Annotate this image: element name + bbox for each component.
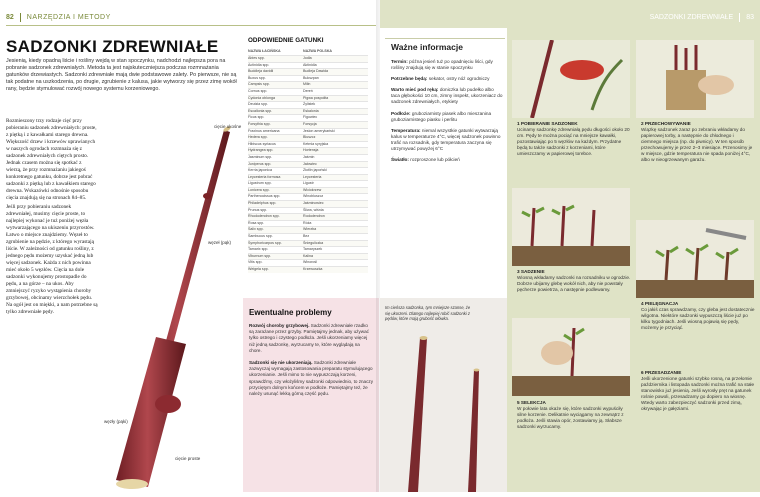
species-row	[248, 108, 368, 115]
col-latin: NAZWA ŁACIŃSKA	[248, 49, 281, 53]
species-polish: Leycesteria	[303, 174, 322, 179]
problems-box	[243, 298, 379, 492]
col-polish: NAZWA POLSKA	[303, 49, 333, 53]
header-divider	[20, 13, 21, 22]
species-polish: Śliwa, wiśnia	[303, 207, 324, 212]
species-row	[248, 147, 368, 154]
info-text: późna jesień tuż po opadnięciu liści, gdy rośliny znajdują się w stanie spoczynku	[391, 59, 493, 71]
species-latin: Ligustrum spp.	[248, 181, 272, 186]
step-4-photo	[636, 220, 754, 298]
step-2-photo	[636, 40, 754, 118]
step-3-text: Wiosną wkładamy sadzonki na rozsadniku w ogrodzie. Dobrze ubijamy glebę wokół nich, aby nie powstały pęcherze powietrza, a następnie podlewamy.	[517, 275, 631, 292]
species-row	[248, 200, 368, 207]
info-rule	[385, 38, 505, 39]
problem-fungal-title: Rozwój choroby grzybowej.	[249, 323, 310, 328]
species-polish: Żylistek	[303, 102, 316, 107]
info-title: Ważne informacje	[391, 42, 463, 52]
info-label: Termin:	[391, 59, 408, 64]
species-latin: Jasminum spp.	[248, 154, 273, 159]
cutting-illustration	[96, 112, 246, 492]
species-latin: Rosa spp.	[248, 220, 265, 225]
species-row	[248, 246, 368, 253]
step-1-photo	[512, 40, 630, 118]
step-5	[517, 400, 631, 430]
species-latin: Hedera spp.	[248, 135, 268, 140]
species-polish: Śnieguliczka	[303, 240, 324, 245]
species-latin: Viburnum spp.	[248, 253, 272, 258]
species-row	[248, 101, 368, 108]
species-polish: Rododendron	[303, 214, 325, 219]
species-polish: Jesion amerykański	[303, 128, 335, 133]
species-polish: Tamaryszek	[303, 247, 323, 252]
species-latin: Forsythia spp.	[248, 121, 271, 126]
species-polish: Milin	[303, 82, 311, 87]
article-title: SADZONKI ZDREWNIAŁE	[6, 37, 219, 56]
body-paragraph: Jeśli przy pobieraniu sadzonek zdrewniałej, musimy cięcie proste, to najlepiej wykonać je tuż poniżej węzła wytwarzającego na ukiszeniu przyrostów. Łatwo o miejsce znajdziemy. Węzeł to zgrubienie na pędzie, z którego wyrastają liście. W zależności od gatunku rośliny, z jednego pędu możemy uzyskać jedną lub więcej sadzonek. Każda z nich powinna mieć około 5 węzłów. Cięcia na dole sadzonki wykonujemy prostopadle do pędu, a na górze – na ukos. Aby zmniejszyć ryzyko wystąpienia choroby grzybowej, obcinamy wierzchołek pędu. Na ogół jest on miękki, a nam potrzebne są tylko zdrewniałe pędy.	[6, 204, 98, 315]
species-row	[248, 253, 368, 260]
problem-fungal	[249, 323, 373, 354]
step-4	[641, 301, 755, 331]
info-text: doniczka lub pudełko albo taca głębokości 10 cm, zimny inspekt, ukorzeniacz do sadzonek zdrewniałych, etykiety	[391, 87, 503, 105]
species-latin: Buddleja davidii	[248, 69, 274, 74]
species-row	[248, 174, 368, 181]
step-1-title: 1 POBIERANIE SADZONEK	[517, 121, 578, 126]
species-polish: Krzewuszka	[303, 267, 323, 271]
bottom-cut-surface	[116, 479, 148, 489]
step-6-title: 6 PRZESADZANIE	[641, 370, 682, 375]
step-5-photo	[512, 318, 630, 396]
step-5-text: W połowie lata okaże się, które sadzonki wypuściły silne korzenie. Delikatnie wyciągamy na zewnątrz z podłoża. Jeśli stawia opór, zostawiamy ją. Słabsze sadzonki wyrzucamy.	[517, 406, 624, 429]
species-polish: Róża	[303, 220, 312, 225]
step-3-photo	[512, 188, 630, 266]
stick-closeup	[116, 337, 186, 487]
species-latin: Escallonia spp.	[248, 108, 273, 113]
step-3	[517, 269, 631, 293]
right-page-number: 83	[746, 14, 754, 21]
right-header	[650, 13, 754, 22]
info-item	[391, 76, 503, 82]
article-lead: Jesienią, kiedy opadną liście i rośliny wejdą w stan spoczynku, nadchodzi najlepsza pora na pobranie sadzonek zdrewniałych. Metoda ta jest najskuteczniejsza podczas rozmnażania gatunków drzewiastych. Sadzonki zdrewniałe mają dwie podstawowe zalety. Po pierwsze, nie są tak podatne na uszkodzenia, po drugie, zgrubienie z kalusa, jakie wytworzy się przez zimę wokół rany, będzie stymulować rozwój nowego systemu korzeniowego.	[6, 58, 237, 93]
species-latin: Campsis spp.	[248, 82, 270, 87]
left-header	[6, 13, 111, 22]
species-polish: Złotlin japoński	[303, 168, 327, 173]
info-item	[391, 157, 503, 163]
header-divider	[739, 13, 740, 22]
step-4-title: 4 PIELĘGNACJA	[641, 301, 679, 306]
species-latin: Actinidia spp.	[248, 62, 270, 67]
node-closeup	[155, 395, 181, 413]
species-row	[248, 226, 368, 233]
species-latin: Juniperus spp.	[248, 161, 272, 166]
species-polish: Bez	[303, 234, 310, 239]
cutting-photo	[380, 298, 507, 492]
species-polish: Jodła	[303, 56, 312, 60]
species-latin: Salix spp.	[248, 227, 264, 232]
species-latin: Fraxinus americana	[248, 128, 280, 133]
info-items	[391, 59, 503, 163]
species-polish: Ligustr	[303, 181, 314, 186]
step-6	[641, 370, 755, 412]
step-1	[517, 121, 631, 157]
step-6-text: Jeśli ukorzenione gatunki szybko rosną, na przełomie października i listopada sadzonki można trafić na stałe stanowisko już jesienią. Jeśli wyrosły pręt na gatunek rośnie powoli, przesadzamy go dopiero na wiosnę. Wtedy warto zabezpieczyć sadzonki przed zimą, okrywając je gałęziami.	[641, 376, 755, 411]
species-rows	[248, 55, 368, 273]
species-row	[248, 233, 368, 240]
species-polish: Kalina	[303, 253, 313, 258]
species-polish: Dereń	[303, 88, 313, 93]
species-latin: Parthenocissus spp.	[248, 194, 281, 199]
species-row	[248, 141, 368, 148]
step-2-text: Wiązkę sadzonek zaraz po zebraniu wkładamy do papierowej torby, a następnie do chłodnego i ciemnego miejsca (np. do piwnicy). W ten sposób przechowujemy je przez 2–3 miesiące. Przenosimy je w miejsce, gdzie temperatura nie spada poniżej 4°C, albo w nieogrzewanym garażu.	[641, 127, 753, 162]
info-label: Temperatura:	[391, 127, 421, 133]
bud-node	[203, 193, 211, 199]
species-row	[248, 134, 368, 141]
problem-rooting	[249, 360, 373, 397]
info-text: gruboziarnisty piasek albo mieszanina gruboziarnistego piasku i perlitu	[391, 110, 492, 122]
species-polish: Jaśmin	[303, 154, 315, 159]
species-row	[248, 220, 368, 227]
species-row	[248, 75, 368, 82]
right-section-title: SADZONKI ZDREWNIAŁE	[649, 14, 734, 21]
info-label: Światło:	[391, 157, 409, 163]
species-latin: Kerria japonica	[248, 168, 272, 173]
species-row	[248, 88, 368, 95]
species-polish: Hortensja	[303, 148, 319, 153]
species-polish: Winobluszcz	[303, 194, 324, 199]
species-row	[248, 167, 368, 174]
species-polish: Jaśminowiec	[303, 201, 324, 206]
species-latin: Abies spp.	[248, 56, 265, 60]
species-title: ODPOWIEDNIE GATUNKI	[248, 37, 324, 44]
species-row	[248, 207, 368, 214]
species-polish: Ketmia syryjska	[303, 141, 329, 146]
info-panel	[391, 42, 503, 168]
species-row	[248, 213, 368, 220]
species-polish: Bluszcz	[303, 135, 316, 140]
species-polish: Wierzba	[303, 227, 317, 232]
species-row	[248, 114, 368, 121]
label-nodes-bottom: węzły (pąki)	[104, 419, 128, 424]
species-row	[248, 187, 368, 194]
info-item	[391, 59, 503, 71]
left-section-title: NARZĘDZIA I METODY	[26, 14, 111, 21]
species-latin: Leycesteria formosa	[248, 174, 281, 179]
species-latin: Sambucus spp.	[248, 234, 273, 239]
species-row	[248, 161, 368, 168]
species-latin: Deutzia spp.	[248, 102, 268, 107]
species-latin: Cydonia oblonga	[248, 95, 275, 100]
step-2-title: 2 PRZECHOWYWANIE	[641, 121, 691, 126]
species-polish: Wiciokrzew	[303, 187, 322, 192]
species-latin: Philadelphus spp.	[248, 201, 277, 206]
step-5-title: 5 SELEKCJA	[517, 400, 546, 405]
species-polish: Jałowiec	[303, 161, 317, 166]
species-polish: Pigwa pospolita	[303, 95, 329, 100]
info-label: Warto mieć pod ręką:	[391, 87, 439, 93]
species-latin: Lonicera spp.	[248, 187, 270, 192]
species-latin: Rhododendron spp.	[248, 214, 280, 219]
species-row	[248, 266, 368, 273]
species-row	[248, 62, 368, 69]
species-row	[248, 193, 368, 200]
article-body	[6, 118, 98, 318]
species-header-row	[248, 49, 368, 53]
header-rule	[6, 25, 376, 26]
species-row	[248, 128, 368, 135]
info-label: Potrzebne będą:	[391, 76, 428, 82]
species-polish: Figowiec	[303, 115, 318, 120]
species-polish: Forsycja	[303, 121, 317, 126]
species-row	[248, 81, 368, 88]
species-latin: Prunus spp.	[248, 207, 268, 212]
info-text: niemal wszystkie gatunki wytwarzają kalus w temperaturze 4°C, więcej sadzonek powinno trafić na rozsadnik, gdy temperatura zaczyna się utrzymywać powyżej 6°C	[391, 127, 501, 152]
species-row	[248, 121, 368, 128]
problem-fungal-text: Sadzonki zdrewniałe rzadko są zarażane przez grzyby. Pamiętajmy jednak, aby używać tylko ostrego i czystego podłoża. Jeśli ukorzeniamy więcej niż jedną sadzonkę, wyrzucamy te, które wyglądają na chore.	[249, 323, 369, 353]
label-node: węzeł (pąk)	[208, 240, 232, 245]
left-page-number: 82	[6, 14, 14, 21]
cutting-photo-image	[380, 298, 507, 492]
problem-rooting-title: Sadzonki się nie ukorzeniają.	[249, 360, 313, 366]
species-latin: Buxus spp.	[248, 75, 266, 80]
label-bottom-cut: cięcie proste	[175, 456, 201, 461]
species-row	[248, 95, 368, 102]
step-4-text: Co jakiś czas sprawdzamy, czy gleba jest dostatecznie wilgotna. Niektóre sadzonki wypuszczą liście już po kilku tygodniach. Jeśli wiosną pojawią się pędy, możemy je przyciąć.	[641, 307, 755, 330]
step-1-text: Ucinamy sadzonkę zdrewniałą pędu długości około 20 cm. Pędy te można pociąć na mniejsze kawałki, pozostawiając po 5 węzłów na każdym. Przydatne będą tu także sadzonki z korzeniami, które umieszczamy w papierowej torebce.	[517, 127, 630, 156]
species-row	[248, 240, 368, 247]
label-top-cut: cięcie ukośne	[214, 124, 242, 129]
info-text: rozproszone lub półcień	[410, 157, 460, 163]
species-latin: Hibiscus syriacus	[248, 141, 276, 146]
species-latin: Ficus spp.	[248, 115, 265, 120]
step-3-title: 3 SADZENIE	[517, 269, 545, 274]
problems-title: Ewentualne problemy	[249, 308, 332, 317]
species-latin: Vitis spp.	[248, 260, 263, 265]
step-2	[641, 121, 755, 163]
species-row	[248, 154, 368, 161]
species-row	[248, 68, 368, 75]
species-table	[248, 37, 368, 273]
species-polish: Budleja Dawida	[303, 69, 328, 74]
species-latin: Cornus spp.	[248, 88, 268, 93]
problem-rooting-text: Sadzonki zdrewniałe zazwyczaj wymagają zastosowania preparatu stymulującego ukorzenianie. Jeśli mimo to nie wypuszczają korzeni, sprawdźmy, czy włożyliśmy sadzonki odpowiednio, to znaczy przyciętym dolnym końcem w podłoże. Pamiętajmy też, że należy usunąć lekką górną część pędu.	[249, 360, 373, 397]
info-item	[391, 87, 503, 105]
species-latin: Tamarix spp.	[248, 247, 269, 252]
body-paragraph: Rozmieszony trzy rodzaje cięć przy pobieraniu sadzonek zdrewniałych: proste, z piętką i z kawałkami starego drewna. Większość drzew i krzewów uprawianych w naszych ogrodach rozmnaża się z sadzonek zdrewniałych ciętych prosto. Jednak czasem można się spotkać z wierzą, że przy rozmnażaniu jakiegoś konkretnego gatunku, dobrze jest pobrać sadzonki z piętką lub z kawałkiem starego drewna. Wskazówki odnośnie sposobu cięcia znajdują się na stronach 84–85.	[6, 118, 97, 201]
species-polish: Winorośl	[303, 260, 317, 265]
info-item	[391, 128, 503, 152]
species-polish: Eskalonia	[303, 108, 319, 113]
species-polish: Bukszpan	[303, 75, 319, 80]
species-latin: Symphoricarpos spp.	[248, 240, 282, 245]
photo-caption: Im cieńsza sadzonka, tym mniejsze szanse, że się ukorzeni. Dlatego najlepiej robić sadzonki z pędów, które mają grubość ołówka.	[385, 305, 471, 321]
info-label: Podłoże:	[391, 110, 411, 116]
species-row	[248, 55, 368, 62]
species-latin: Weigela spp.	[248, 267, 269, 271]
species-latin: Hydrangea spp.	[248, 148, 274, 153]
left-page	[0, 0, 380, 492]
species-row	[248, 180, 368, 187]
info-text: sekator, ostry nóż ogrodniczy	[428, 76, 490, 82]
species-polish: Aktinidia	[303, 62, 317, 67]
species-row	[248, 259, 368, 266]
info-item	[391, 111, 503, 123]
